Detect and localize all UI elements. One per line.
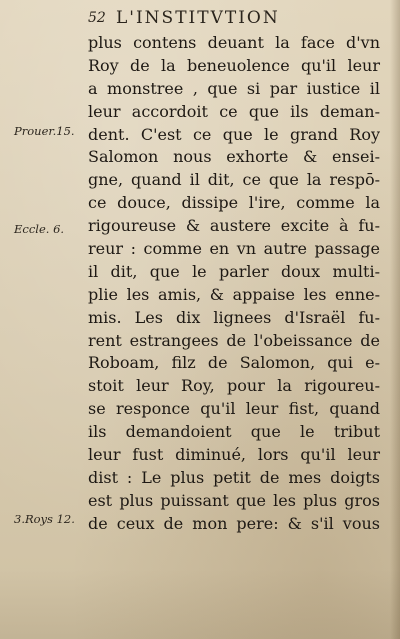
text-line: Salomon nous exhorte & ensei- bbox=[88, 147, 380, 167]
text-line: leur fust diminué, lors qu'il leur bbox=[88, 445, 380, 465]
page-number: 52 bbox=[88, 10, 106, 26]
page-edge-shadow bbox=[390, 0, 400, 639]
text-line: se responce qu'il leur fist, quand bbox=[88, 399, 380, 419]
text-line: reur : comme en vn autre passage bbox=[88, 239, 380, 259]
text-line: leur accordoit ce que ils deman- bbox=[88, 101, 380, 121]
text-line: dist : Le plus petit de mes doigts bbox=[88, 467, 380, 487]
text-line: rent estrangees de l'obeissance de bbox=[88, 330, 380, 350]
text-line: plus contens deuant la face d'vn bbox=[88, 33, 380, 52]
text-line: est plus puissant que les plus gros bbox=[88, 490, 380, 510]
text-line: de ceux de mon pere: & s'il vous bbox=[88, 513, 380, 533]
body-text bbox=[88, 32, 380, 536]
margin-note-eccle: Eccle. 6. bbox=[14, 222, 65, 236]
text-line: rigoureuse & austere excite à fu- bbox=[88, 216, 380, 236]
text-line: dent. C'est ce que le grand Roy bbox=[88, 124, 380, 144]
running-title: L'INSTITVTION bbox=[116, 8, 280, 28]
text-line: a monstree , que si par iustice il bbox=[88, 78, 380, 98]
text-line: ce douce, dissipe l'ire, comme la bbox=[88, 193, 380, 213]
text-line: mis. Les dix lignees d'Israël fu- bbox=[88, 307, 380, 327]
page-header bbox=[88, 8, 388, 34]
text-line: Roy de la beneuolence qu'il leur bbox=[88, 55, 380, 75]
text-line: il dit, que le parler doux multi- bbox=[88, 261, 380, 281]
margin-note-prouer: Prouer.15. bbox=[14, 124, 75, 138]
text-line: stoit leur Roy, pour la rigoureu- bbox=[88, 376, 380, 396]
text-line: ils demandoient que le tribut bbox=[88, 422, 380, 442]
margin-note-roys: 3.Roys 12. bbox=[14, 512, 75, 526]
text-line: plie les amis, & appaise les enne- bbox=[88, 284, 380, 304]
text-line: Roboam, filz de Salomon, qui e- bbox=[88, 353, 380, 373]
text-line: gne, quand il dit, ce que la respō- bbox=[88, 170, 380, 190]
page-bottom-shading bbox=[0, 569, 400, 639]
